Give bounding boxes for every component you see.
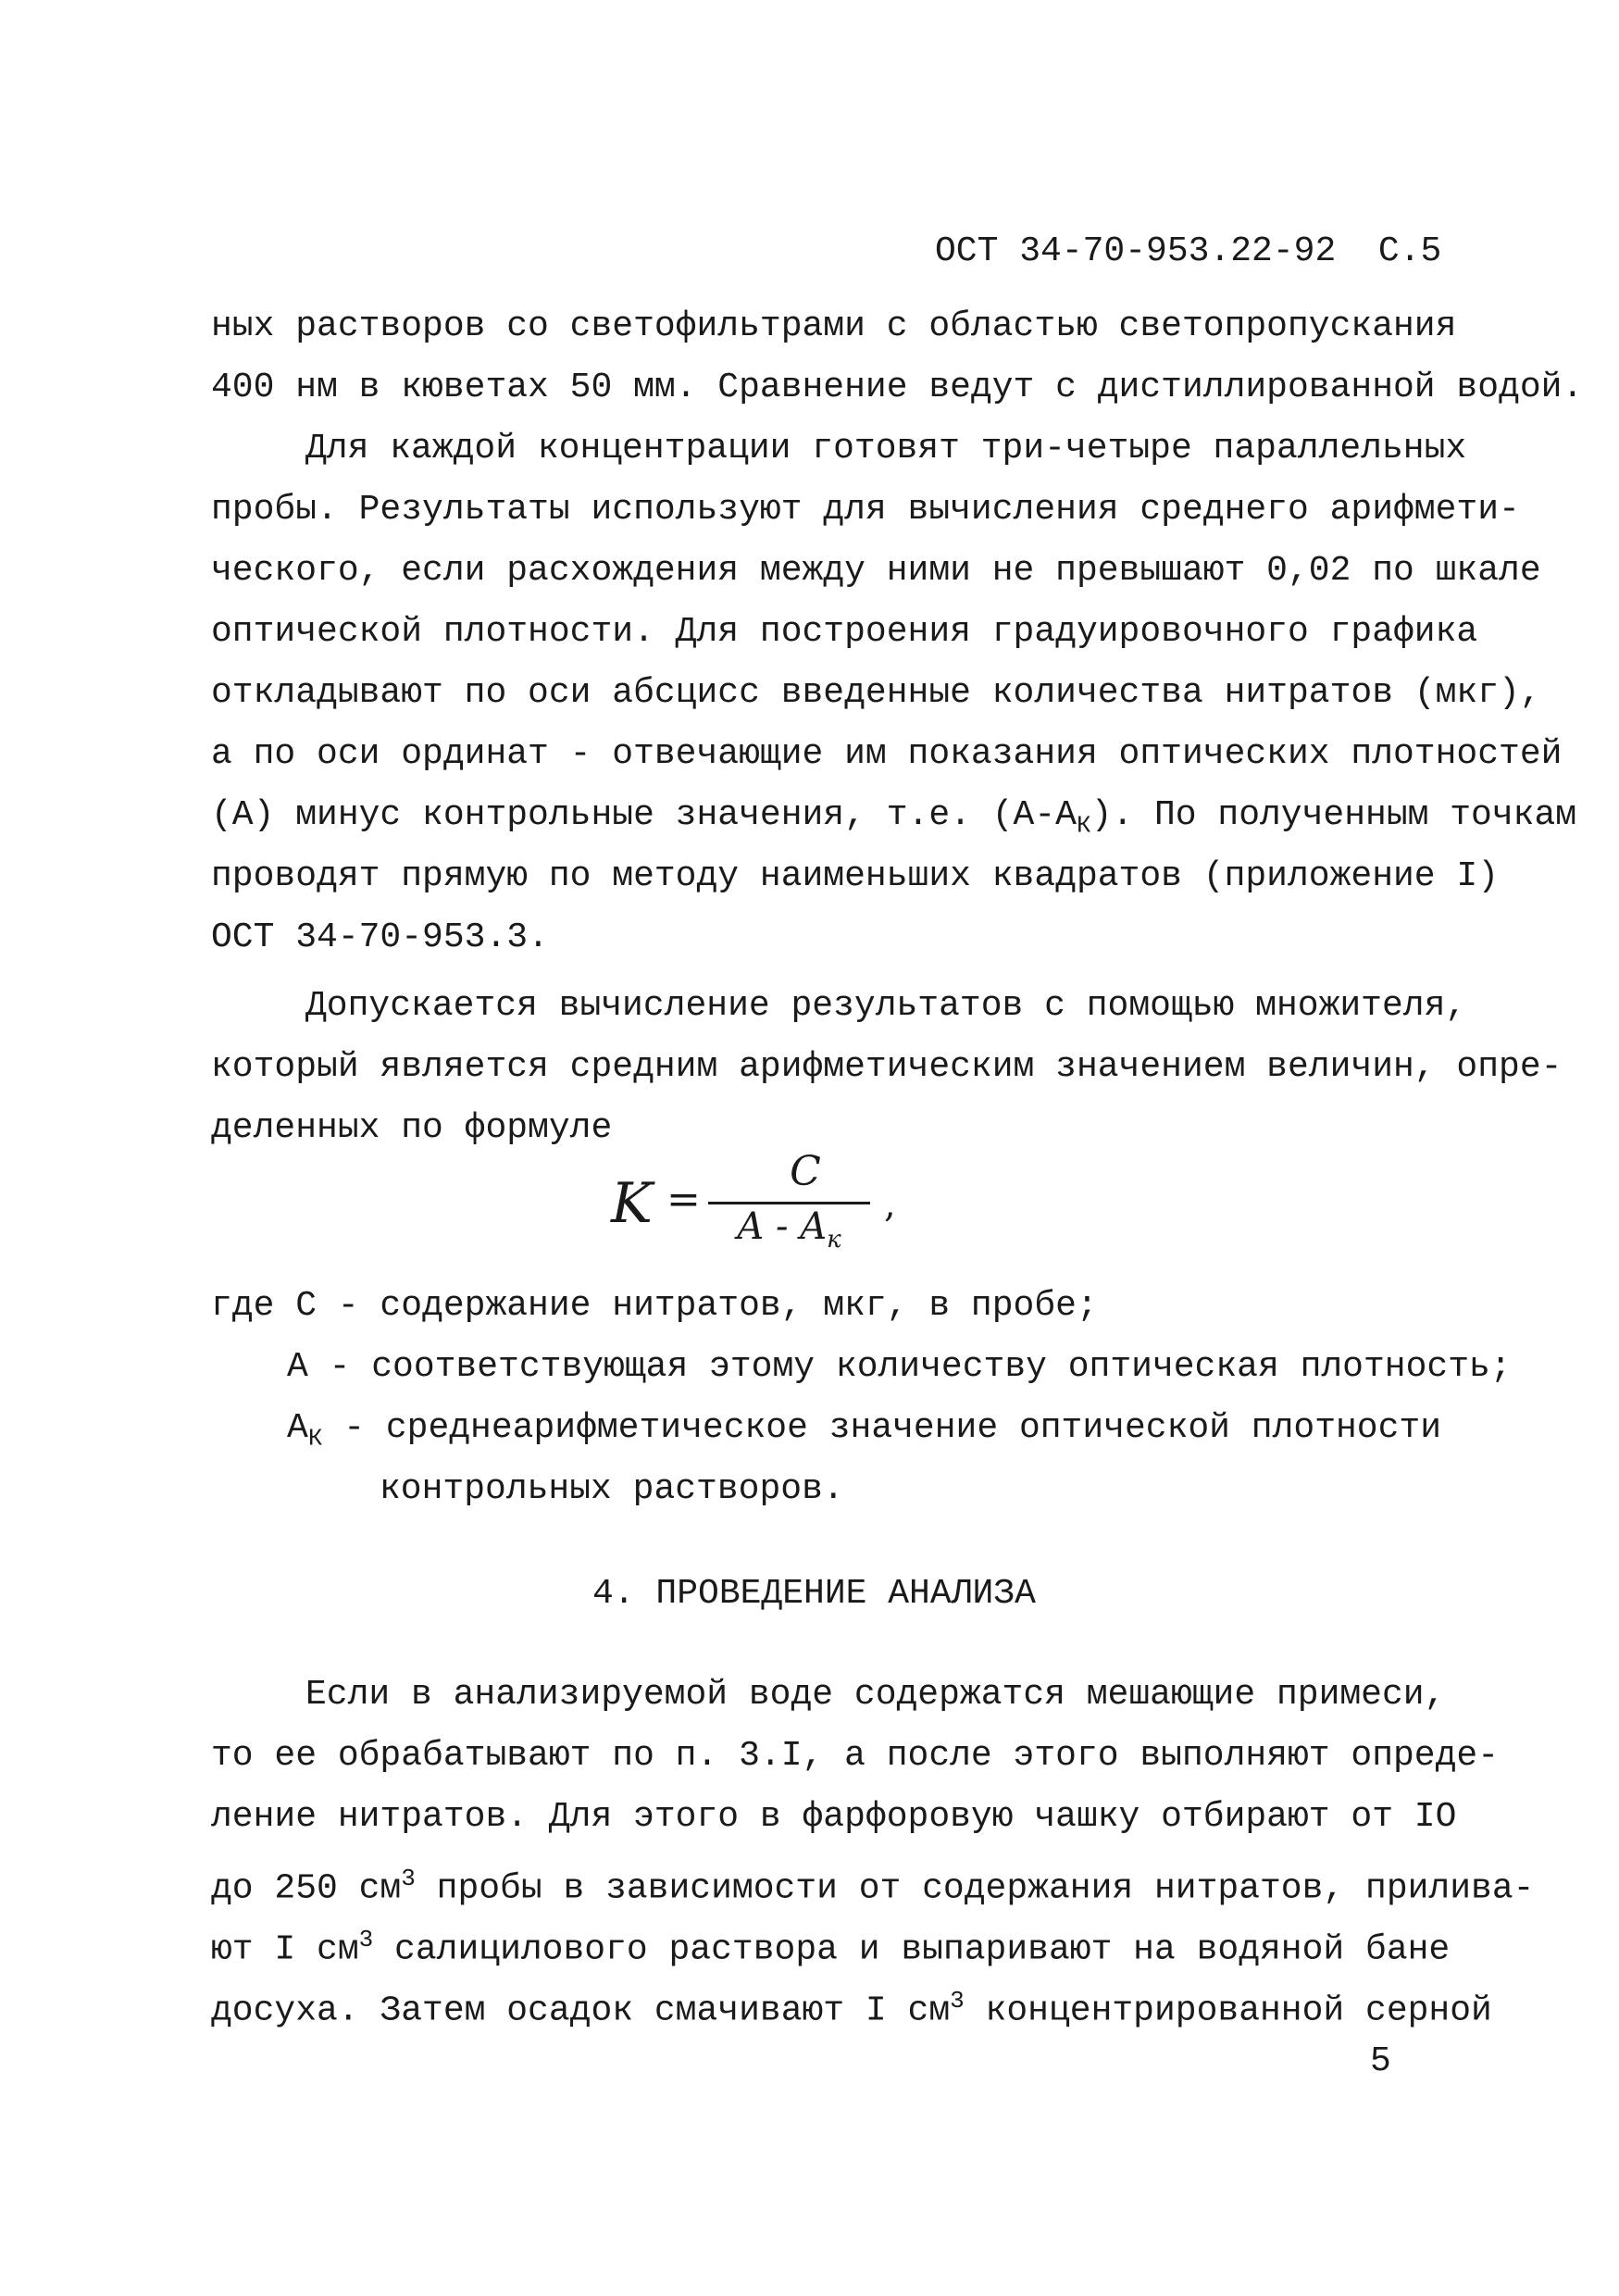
text-line: то ее обрабатывают по п. 3.I, а после этого выполняют опреде- [211,1736,1500,1776]
text-line: деленных по формуле [211,1108,613,1148]
formula-comma: , [884,1183,896,1226]
text-line: ление нитратов. Для этого в фарфоровую чашку отбирают от IO [211,1797,1457,1837]
superscript: 3 [950,1987,965,2015]
definition-ak [287,1407,1441,1460]
text-span: концентрированной серной [964,1990,1492,2031]
symbol-subscript: К [307,1424,323,1453]
definition-ak-cont: контрольных растворов. [380,1469,844,1509]
text-span: (А) минус контрольные значения, т.е. (А-А [211,795,1077,835]
denominator-subscript: к [827,1226,841,1254]
section-heading: 4. ПРОВЕДЕНИЕ АНАЛИЗА [592,1574,1036,1614]
text-line [211,1857,1534,1911]
text-line: Для каждой концентрации готовят три-четыре параллельных [305,429,1467,468]
superscript: 3 [358,1926,374,1953]
definition-a: А - соответствующая этому количеству оптическая плотность; [287,1347,1512,1387]
text-line: Допускается вычисление результатов с помощью множителя, [305,986,1467,1026]
definition-c: где С - содержание нитратов, мкг, в пробе; [211,1286,1098,1326]
text-line: проводят прямую по методу наименьших квадратов (приложение I) [211,856,1500,896]
text-line [211,1918,1450,1972]
text-line: ческого, если расхождения между ними не превышают 0,02 по шкале [211,551,1541,591]
text-span: салицилового раствора и выпаривают на водяной бане [373,1929,1451,1970]
formula-numerator: C [790,1148,821,1195]
standard-number: ОСТ 34-70-953.22-92 [935,231,1337,271]
page-number: 5 [1370,2041,1391,2081]
text-span: досуха. Затем осадок смачивают I см [211,1990,951,2031]
superscript: 3 [401,1865,416,1892]
page-ref: С.5 [1377,231,1442,271]
formula-denominator [708,1205,870,1254]
text-line: откладывают по оси абсцисс введенные количества нитратов (мкг), [211,673,1541,713]
text-span: до 250 см [211,1868,402,1909]
text-line: который является средним арифметическим значением величин, опре- [211,1047,1563,1087]
formula-lhs: K [611,1171,653,1236]
text-line: Если в анализируемой воде содержатся мешающие примеси, [305,1675,1446,1715]
page-header [935,231,1441,271]
definition-text: - среднеарифметическое значение оптической плотности [322,1408,1442,1448]
text-line: пробы. Результаты используют для вычисления среднего арифмети- [211,490,1520,530]
text-line: оптической плотности. Для построения градуировочного графика [211,612,1478,652]
symbol-a: А [287,1408,308,1448]
formula-equals: = [666,1176,701,1223]
text-span: ют I см [211,1929,359,1970]
text-span: ). По полученным точкам [1090,795,1577,835]
text-line [211,1979,1492,2033]
text-line [211,794,1576,847]
subscript: К [1076,811,1091,840]
text-line: ОСТ 34-70-953.3. [211,917,549,957]
text-span: пробы в зависимости от содержания нитратов, прилива- [415,1868,1535,1909]
text-line: 400 нм в кюветах 50 мм. Сравнение ведут с дистиллированной водой. [211,368,1584,407]
fraction-bar [708,1202,870,1204]
denominator-main: A - A [737,1205,828,1248]
text-line: а по оси ординат - отвечающие им показания оптических плотностей [211,734,1563,774]
formula [611,1148,907,1259]
text-line: ных растворов со светофильтрами с областью светопропускания [211,306,1457,346]
